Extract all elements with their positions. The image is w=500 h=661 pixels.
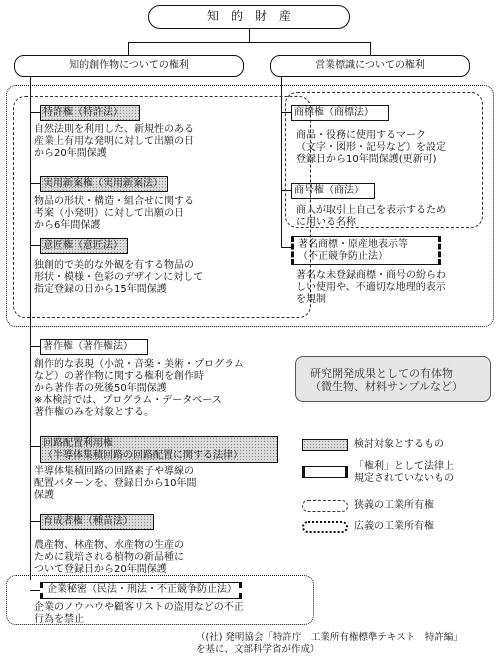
famous-mark-label: 著名商標・原産地表示等 （不正競争防止法） bbox=[291, 236, 441, 265]
right-header: 営業標識についての権利 bbox=[270, 55, 470, 77]
design-label: 意匠権（意匠法） bbox=[40, 238, 128, 254]
trademark-label: 商標権（商標法） bbox=[291, 105, 389, 121]
connector bbox=[128, 42, 129, 55]
utility-model-label: 実用新案権（実用新案法） bbox=[40, 176, 168, 192]
legend-rights-label: 「権利」として法律上 規定されていないもの bbox=[354, 461, 454, 484]
circuit-layout-desc: 半導体集積回路の回路素子や導線の 配置パターンを、登録日から10年間 保護 bbox=[34, 466, 197, 501]
left-header: 知的創作物についての権利 bbox=[14, 55, 244, 77]
legend-target-swatch bbox=[302, 439, 348, 451]
legend-narrow-swatch bbox=[302, 500, 348, 512]
copyright-desc: 創作的な表現（小説・音楽・美術・プログラム など）の著作物に関する権利を創作時 から著作者の死後50年間保護 ※本検討では、プログラム・データベース 著作権のみを対象とする。 bbox=[34, 359, 244, 418]
trademark-desc: 商品・役務に使用するマーク （文字・図形・記号など）を設定 登録日から10年間保護(更新可) bbox=[296, 130, 446, 165]
connector bbox=[30, 446, 40, 447]
copyright-label: 著作権（著作権法） bbox=[40, 339, 148, 355]
connector bbox=[30, 346, 40, 347]
famous-mark-desc: 著名な未登録商標・商号の紛らわ しい使用や、不適切な地理的表示 を規制 bbox=[296, 270, 446, 305]
legend-broad-label: 広義の工業所有権 bbox=[354, 521, 434, 532]
legend-broad-swatch bbox=[302, 521, 348, 533]
patent-label: 特許権（特許法） bbox=[40, 105, 140, 121]
connector bbox=[370, 42, 371, 55]
connector bbox=[128, 42, 370, 43]
trade-secret-desc: 企業のノウハウや顧客リストの盗用などの不正 行為を禁止 bbox=[34, 602, 244, 625]
legend-target-label: 検討対象とするもの bbox=[354, 439, 444, 450]
page-title: 知 的 財 産 bbox=[148, 5, 350, 29]
connector bbox=[249, 28, 250, 42]
breeder-label: 育成者権（種苗法） bbox=[40, 514, 154, 530]
circuit-layout-label: 回路配置利用権 （半導体集積回路の回路配置に関する法律） bbox=[40, 436, 278, 463]
legend-narrow-label: 狭義の工業所有権 bbox=[354, 500, 434, 511]
trade-name-desc: 商人が取引上自己を表示するため に用いる名称 bbox=[296, 205, 446, 228]
legend-rights-swatch bbox=[302, 466, 348, 478]
utility-model-desc: 物品の形状・構造・組合せに関する 考案（小発明）に対して出願の日 から6年間保護 bbox=[34, 196, 194, 231]
connector bbox=[30, 521, 40, 522]
design-desc: 独創的で美的な外観を有する物品の 形状・模様・色彩のデザインに対して 指定登録の日から15年間保護 bbox=[34, 260, 204, 295]
trade-name-label: 商号権（商法） bbox=[291, 183, 375, 199]
source-note: （(社) 発明協会「特許庁 工業所有権標準テキスト 特許編」 を基に、文部科学省が作成） bbox=[196, 632, 463, 655]
patent-desc: 自然法則を利用した、新規性のある 産業上有用な発明に対して出願の日 から20年間保護 bbox=[34, 124, 194, 159]
trade-secret-label: 企業秘密（民法・刑法・不正競争防止法） bbox=[40, 582, 242, 599]
research-results-box: 研究開発成果としての有体物 （微生物、材料サンプルなど） bbox=[295, 356, 491, 402]
breeder-desc: 農産物、林産物、水産物の生産の ために栽培される植物の新品種に ついて登録日から20年間保護 bbox=[34, 540, 184, 575]
